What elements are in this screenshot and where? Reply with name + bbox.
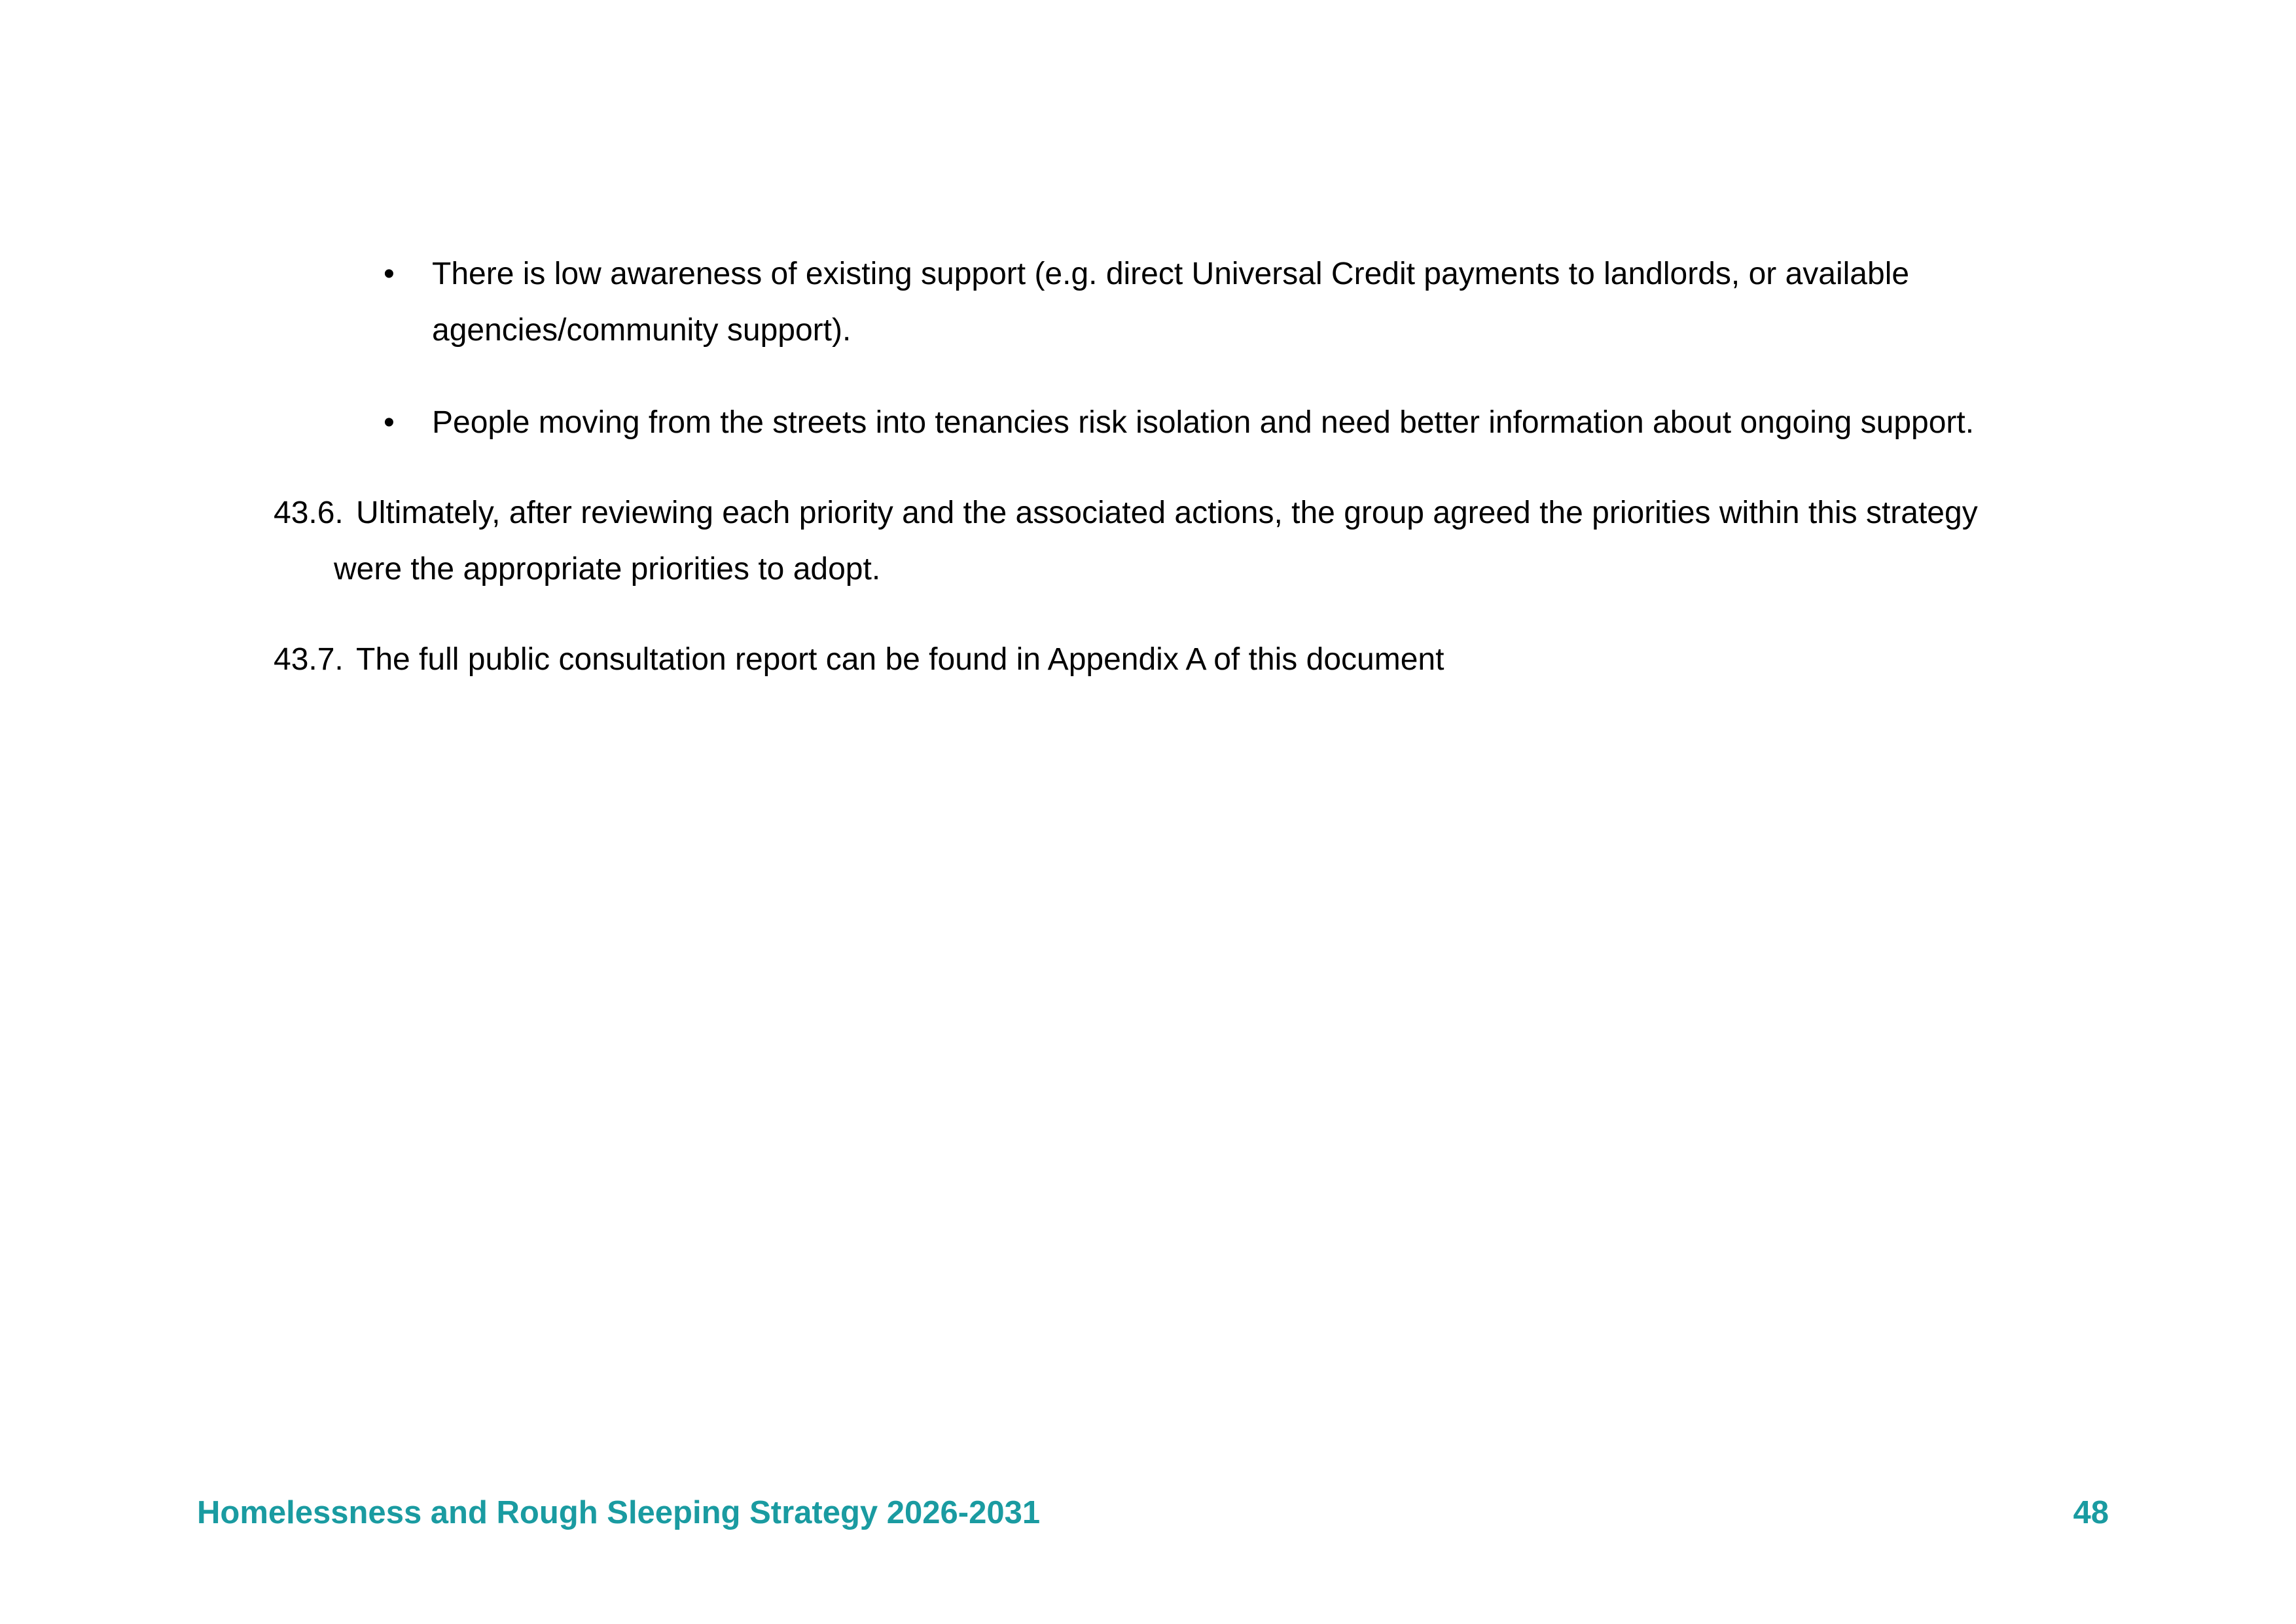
paragraph-number: 43.7. <box>274 642 344 677</box>
paragraph-number: 43.6. <box>274 496 344 530</box>
bullet-text-line: There is low awareness of existing support (e.g. direct Universal Credit payments to landlords, or available <box>432 257 1910 291</box>
bullet-icon: • <box>384 257 395 291</box>
bullet-text <box>432 246 2094 359</box>
footer-document-title: Homelessness and Rough Sleeping Strategy 2026-2031 <box>197 1495 1041 1530</box>
paragraph-text-line: The full public consultation report can be found in Appendix A of this document <box>356 642 1444 677</box>
bullet-icon: • <box>384 405 395 440</box>
footer-page-number: 48 <box>2073 1495 2109 1530</box>
paragraph-text-line: Ultimately, after reviewing each priority and the associated actions, the group agreed the priorities within this strategy <box>356 496 1978 530</box>
bullet-text <box>432 395 2094 451</box>
bullet-text-line: agencies/community support). <box>432 313 852 348</box>
paragraph-text-line: were the appropriate priorities to adopt. <box>334 552 881 586</box>
bullet-text-line: People moving from the streets into tenancies risk isolation and need better information about ongoing support. <box>432 405 1975 440</box>
